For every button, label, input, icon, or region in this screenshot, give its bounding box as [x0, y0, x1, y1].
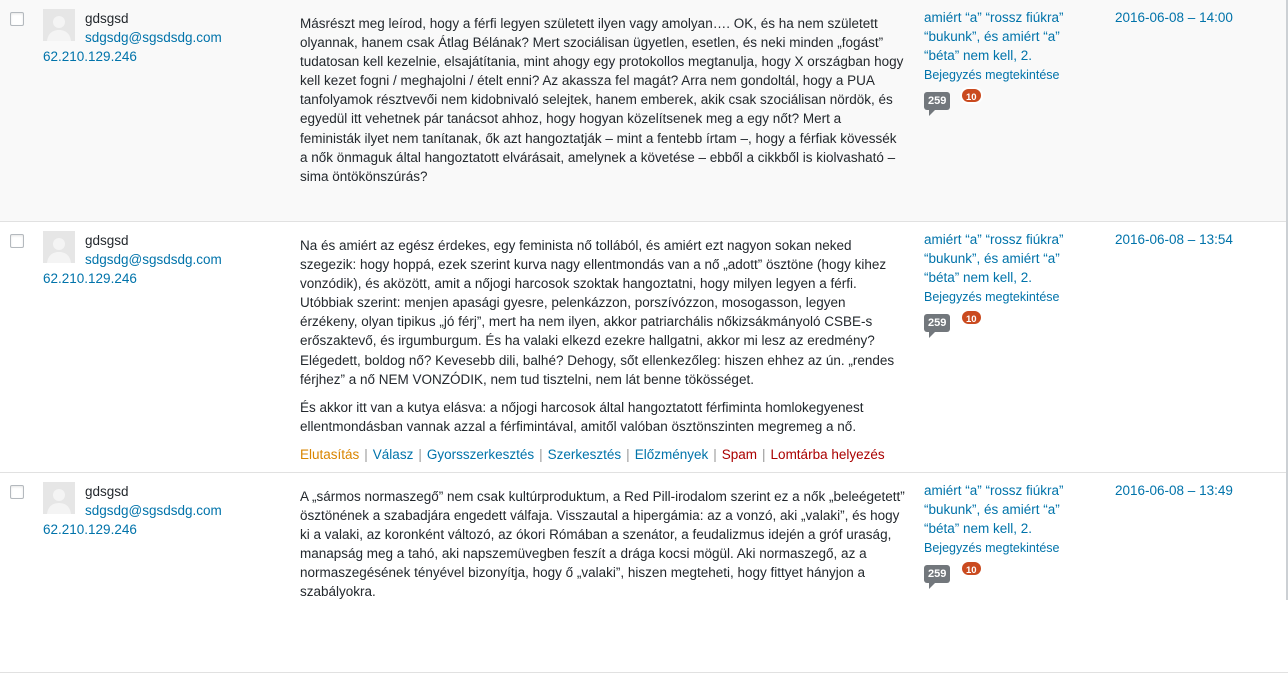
history-action[interactable]: Előzmények: [634, 446, 709, 462]
default-avatar-icon: [43, 482, 75, 514]
comment-row: [0, 473, 1288, 673]
comment-bubble-icon[interactable]: 259: [924, 565, 950, 583]
post-title-link[interactable]: amiért “a” “rossz fiúkra” “bukunk”, és amiért “a” “béta” nem kell, 2.: [924, 10, 1064, 63]
pending-count-badge[interactable]: 10: [960, 560, 983, 577]
edit-action[interactable]: Szerkesztés: [547, 446, 622, 462]
action-separator: |: [364, 446, 368, 462]
comment-paragraph: Másrészt meg leírod, hogy a férfi legyen született ilyen vagy amolyan…. OK, és ha nem született olyannak, hanem csak Átlag Bélának? Mert szociálisan ügyetlen, esetlen, és neki minden „fogást” tudatosan kell kezelnie, elsajátítania, mint ahogy egy protokollos megtanulja, hogy X országban hogy kell kezet fogni / meghajolni / ételt enni? Az akassza fel magát? Arra nem gondoltál, hogy a PUA tanfolyamok résztvevői nem kidobnivaló selejtek, hanem emberek, akik csak szociálisan nördök, és egyedül itt vehetnek pár tanácsot ahhoz, hogy hogyan közelítsenek meg a egy nőt? Mert a feministák ilyet nem tanítanak, ők azt hangoztatják – mint a fentebb írtam –, hogy a férfiak kövessék a nők önmaguk által hangoztatott elvárásait, amelynek a követése – ebből a cikkből is kiolvasható – sima öntökönszúrás?: [300, 16, 904, 184]
post-title-link[interactable]: amiért “a” “rossz fiúkra” “bukunk”, és amiért “a” “béta” nem kell, 2.: [924, 483, 1064, 536]
comment-text: [300, 236, 905, 464]
default-avatar-icon: [43, 231, 75, 263]
action-separator: |: [762, 446, 766, 462]
row-actions: [300, 445, 905, 464]
author-name: gdsgsd: [85, 233, 129, 248]
author-name: gdsgsd: [85, 11, 129, 26]
author-email-link[interactable]: sdgsdg@sgsdsdg.com: [85, 30, 222, 45]
action-separator: |: [713, 446, 717, 462]
author-name: gdsgsd: [85, 484, 129, 499]
avatar: [43, 231, 75, 263]
select-comment-checkbox[interactable]: [10, 485, 24, 499]
author-email-link[interactable]: sdgsdg@sgsdsdg.com: [85, 503, 222, 518]
post-title-link[interactable]: amiért “a” “rossz fiúkra” “bukunk”, és amiért “a” “béta” nem kell, 2.: [924, 232, 1064, 285]
comment-paragraph: Na és amiért az egész érdekes, egy feminista nő tollából, és amiért ezt nagyon sokan neked szegezik: hogy hoppá, ezek szerint kurva nagy ellentmondás van a nő „adott” ösztöne (hogy kihez vonzódik), és aközött, amit a nőjogi harcosok szoktak hangoztatni, hogy milyen legyen a férfi. Utóbbiak szerint: menjen apasági gyesre, pelenkázzon, porszívózzon, mosogasson, legyen érzékeny, olyan tipikus „jó férj”, mert ha nem ilyen, akkor patriarchális nőkizsákmányoló CSBE-s erőszaktevő, és irgumburgum. És ha valaki elkezd ezekre hallgatni, akkor mi lesz az eredmény? Elégedett, boldog nő? Kevesebb dili, balhé? Dehogy, sőt ellenkezőleg: hiszen ehhez az ún. „rendes férjhez” a nő NEM VONZÓDIK, nem tud tisztelni, nem lát benne tökösséget.: [300, 238, 895, 387]
author-ip-link[interactable]: 62.210.129.246: [43, 271, 137, 286]
unapprove-action[interactable]: Elutasítás: [300, 446, 360, 462]
comment-paragraph: És akkor itt van a kutya elásva: a nőjogi harcosok által hangoztatott férfiminta homlokegyenest ellentmondásban vannak azzal a férfimintával, amitől valóban ösztönszinten megremeg a nő.: [300, 399, 864, 434]
in-response-to: [924, 481, 1094, 588]
trash-action[interactable]: Lomtárba helyezés: [770, 446, 885, 462]
view-post-link[interactable]: Bejegyzés megtekintése: [924, 68, 1060, 82]
comment-paragraph: A „sármos normaszegő” nem csak kultúrprodukt​um, a Red Pill-irodalom szerint ez a nők „beleégetett” ösztönének a szabadjára engedett válfaja. Visszautal a hipergámia: az a vonzó, aki „valaki”, és hogy ki a valaki, az koronként változó, az ókori Rómában a szenátor, a feudalizmus idején a gróf uraság, manapság meg a tahó, aki napszemüvegben feszít a drága kocsi mögül. Aki normaszegő, az a normaszegésének tényével bizonyítja, hogy ő „valaki”, hiszen megteheti, hogy fittyet hányjon a szabályokra.: [300, 489, 905, 600]
author-ip-link[interactable]: 62.210.129.246: [43, 522, 137, 537]
avatar: [43, 482, 75, 514]
action-separator: |: [539, 446, 543, 462]
comment-bubble-icon[interactable]: 259: [924, 314, 950, 332]
comment-text: [300, 487, 905, 611]
comment-date-link[interactable]: 2016-06-08 – 13:54: [1115, 232, 1233, 247]
select-comment-checkbox[interactable]: [10, 234, 24, 248]
author-ip-link[interactable]: 62.210.129.246: [43, 49, 137, 64]
spam-action[interactable]: Spam: [721, 446, 758, 462]
comment-date-link[interactable]: 2016-06-08 – 13:49: [1115, 483, 1233, 498]
avatar: [43, 9, 75, 41]
pending-count-badge[interactable]: 10: [960, 87, 983, 104]
comment-row: [0, 0, 1288, 222]
action-separator: |: [418, 446, 422, 462]
comment-bubble-icon[interactable]: 259: [924, 92, 950, 110]
select-comment-checkbox[interactable]: [10, 12, 24, 26]
in-response-to: [924, 230, 1094, 337]
pending-count-badge[interactable]: 10: [960, 309, 983, 326]
reply-action[interactable]: Válasz: [372, 446, 414, 462]
quick-edit-action[interactable]: Gyorsszerkesztés: [426, 446, 535, 462]
in-response-to: [924, 8, 1094, 115]
author-email-link[interactable]: sdgsdg@sgsdsdg.com: [85, 252, 222, 267]
view-post-link[interactable]: Bejegyzés megtekintése: [924, 541, 1060, 555]
comment-text: [300, 14, 905, 195]
comment-row: [0, 222, 1288, 473]
default-avatar-icon: [43, 9, 75, 41]
action-separator: |: [626, 446, 630, 462]
comment-date-link[interactable]: 2016-06-08 – 14:00: [1115, 10, 1233, 25]
view-post-link[interactable]: Bejegyzés megtekintése: [924, 290, 1060, 304]
